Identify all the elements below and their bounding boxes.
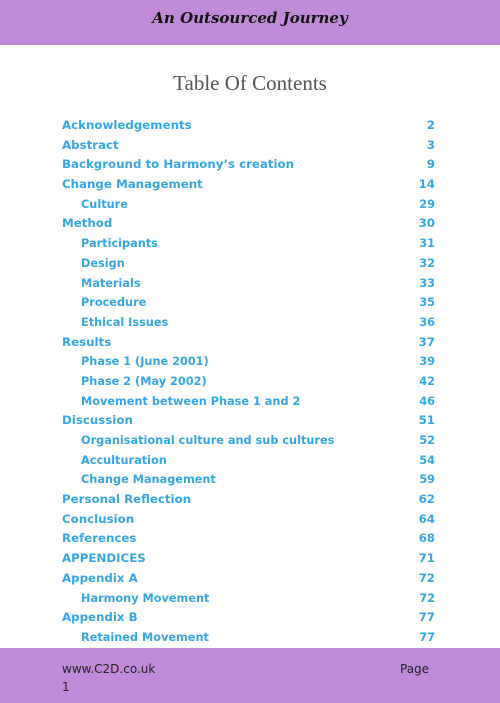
toc-entry[interactable] <box>62 214 435 234</box>
toc-entry-page: 54 <box>419 453 435 467</box>
toc-entry-label: Background to Harmony’s creation <box>62 157 295 172</box>
toc-entry-page: 72 <box>419 591 435 605</box>
toc-entry-page: 59 <box>419 473 435 487</box>
toc-entry-label: Method <box>62 216 113 231</box>
document-title: An Outsourced Journey <box>152 9 348 27</box>
table-of-contents <box>62 116 435 667</box>
toc-entry-page: 29 <box>419 197 435 211</box>
toc-entry-label: Phase 2 (May 2002) <box>81 374 207 388</box>
footer-page-number: 1 <box>62 680 70 694</box>
toc-entry[interactable] <box>62 333 435 353</box>
toc-entry-page: 51 <box>418 413 435 428</box>
toc-entry[interactable] <box>62 470 435 490</box>
toc-entry-label: Results <box>62 334 112 349</box>
toc-entry-label: Ethical Issues <box>81 315 169 329</box>
toc-entry-label: Procedure <box>81 296 147 310</box>
toc-entry-page: 37 <box>418 334 435 349</box>
toc-entry[interactable] <box>62 411 435 431</box>
toc-entry-page: 36 <box>419 315 435 329</box>
toc-entry-label: Organisational culture and sub cultures <box>81 434 335 447</box>
toc-entry-label: Materials <box>81 276 141 290</box>
toc-entry-page: 3 <box>426 137 435 152</box>
toc-entry[interactable] <box>62 451 435 471</box>
toc-entry-page: 31 <box>419 237 435 251</box>
footer-url[interactable]: www.C2D.co.uk <box>62 662 156 676</box>
toc-entry[interactable] <box>62 529 435 549</box>
toc-entry[interactable] <box>62 234 435 254</box>
toc-entry-label: Harmony Movement <box>81 591 210 605</box>
toc-entry-label: Phase 1 (June 2001) <box>81 355 209 369</box>
toc-entry[interactable] <box>62 274 435 294</box>
toc-entry-label: Acculturation <box>81 453 167 467</box>
toc-entry[interactable] <box>62 254 435 274</box>
toc-entry[interactable] <box>62 589 435 609</box>
toc-entry-page: 2 <box>426 118 435 132</box>
toc-entry[interactable] <box>62 392 435 412</box>
toc-entry[interactable] <box>62 155 435 175</box>
toc-entry-page: 77 <box>418 610 435 625</box>
toc-entry-page: 71 <box>418 551 435 566</box>
toc-entry[interactable] <box>62 195 435 215</box>
toc-entry[interactable] <box>62 490 435 510</box>
toc-entry-label: Culture <box>81 197 128 211</box>
toc-entry-page: 64 <box>418 511 435 526</box>
toc-entry-label: Appendix B <box>62 610 138 625</box>
toc-entry-label: Acknowledgements <box>62 118 192 132</box>
toc-entry-label: Design <box>81 256 125 270</box>
toc-entry-page: 32 <box>419 256 435 270</box>
toc-entry-label: Discussion <box>62 413 133 428</box>
toc-entry-label: Conclusion <box>62 511 135 526</box>
toc-entry[interactable] <box>62 313 435 333</box>
footer-page-label: Page <box>400 662 430 676</box>
toc-entry-label: Participants <box>81 237 158 251</box>
toc-entry[interactable] <box>62 372 435 392</box>
toc-entry[interactable] <box>62 608 435 628</box>
toc-entry-page: 9 <box>426 157 435 172</box>
toc-entry-page: 42 <box>419 374 435 388</box>
toc-heading: Table Of Contents <box>173 71 327 95</box>
toc-entry-page: 39 <box>419 355 435 369</box>
toc-entry-page: 30 <box>418 216 435 231</box>
toc-entry-label: APPENDICES <box>62 551 146 566</box>
toc-entry-label: Appendix A <box>62 570 138 585</box>
toc-entry-label: Change Management <box>62 177 203 192</box>
toc-entry-page: 33 <box>419 276 435 290</box>
toc-entry-label: Retained Movement <box>81 630 209 644</box>
toc-entry-page: 52 <box>419 434 435 447</box>
toc-entry-label: References <box>62 531 137 546</box>
toc-entry[interactable] <box>62 549 435 569</box>
toc-entry-label: Personal Reflection <box>62 492 192 507</box>
toc-entry-page: 62 <box>418 492 435 507</box>
toc-entry[interactable] <box>62 431 435 451</box>
toc-entry[interactable] <box>62 569 435 589</box>
toc-entry[interactable] <box>62 136 435 156</box>
toc-entry[interactable] <box>62 293 435 313</box>
toc-entry-label: Abstract <box>62 137 119 152</box>
toc-entry-page: 77 <box>419 630 435 644</box>
toc-entry[interactable] <box>62 510 435 530</box>
toc-entry[interactable] <box>62 628 435 648</box>
toc-entry-page: 35 <box>419 296 435 310</box>
toc-entry[interactable] <box>62 352 435 372</box>
toc-entry-page: 72 <box>418 570 435 585</box>
toc-entry-page: 14 <box>418 177 435 192</box>
toc-entry[interactable] <box>62 116 435 136</box>
toc-entry-page: 68 <box>418 531 435 546</box>
toc-entry-label: Movement between Phase 1 and 2 <box>81 394 301 408</box>
toc-entry-page: 46 <box>419 394 435 408</box>
toc-entry-label: Change Management <box>81 473 216 487</box>
toc-entry[interactable] <box>62 175 435 195</box>
